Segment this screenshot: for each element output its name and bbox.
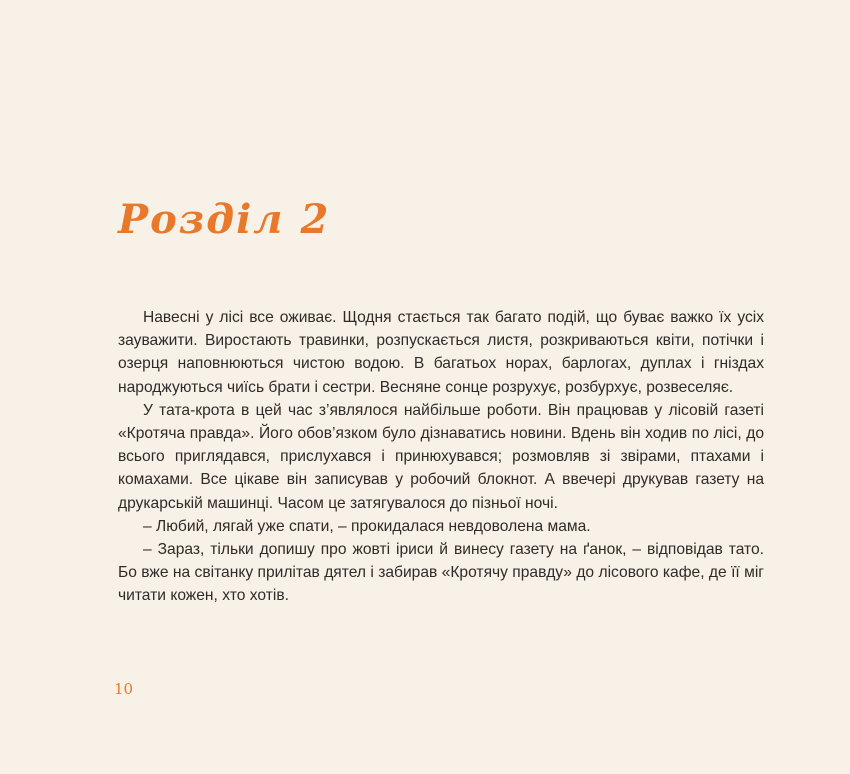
paragraph: У тата-крота в цей час з’являлося найбільше роботи. Він працював у лісовій газеті «Кротяча правда». Його обов’язком було дізнаватись новини. Вдень він ходив по лісі, до всього приглядався, прислухався і принюхувався; розмовляв зі звірами, птахами і комахами. Все цікаве він записував у робочий блокнот. А ввечері друкував газету на друкарській машинці. Часом це затягувалося до пізньої ночі.: [118, 401, 764, 512]
paragraph: Навесні у лісі все оживає. Щодня стається так багато подій, що буває важко їх усіх зауважити. Виростають травинки, розпускається листя, розкриваються квіти, потічки і озерця наповнюються чистою водою. В багатьох норах, барлогах, дуплах і гніздах народжуються чиїсь брати і сестри. Весняне сонце розрухує, розбурхує, розвеселяє.: [118, 309, 764, 396]
chapter-title: Розділ 2: [118, 196, 331, 243]
chapter-body: [118, 306, 764, 608]
page-number: 10: [114, 680, 134, 698]
dialogue-line: – Зараз, тільки допишу про жовті іриси й винесу газету на ґанок, – відповідав тато. Бо вже на світанку прилітав дятел і забирав «Кротячу правду» до лісового кафе, де її міг читати кожен, хто хотів.: [118, 541, 764, 605]
dialogue-line: – Любий, лягай уже спати, – прокидалася невдоволена мама.: [143, 517, 591, 535]
